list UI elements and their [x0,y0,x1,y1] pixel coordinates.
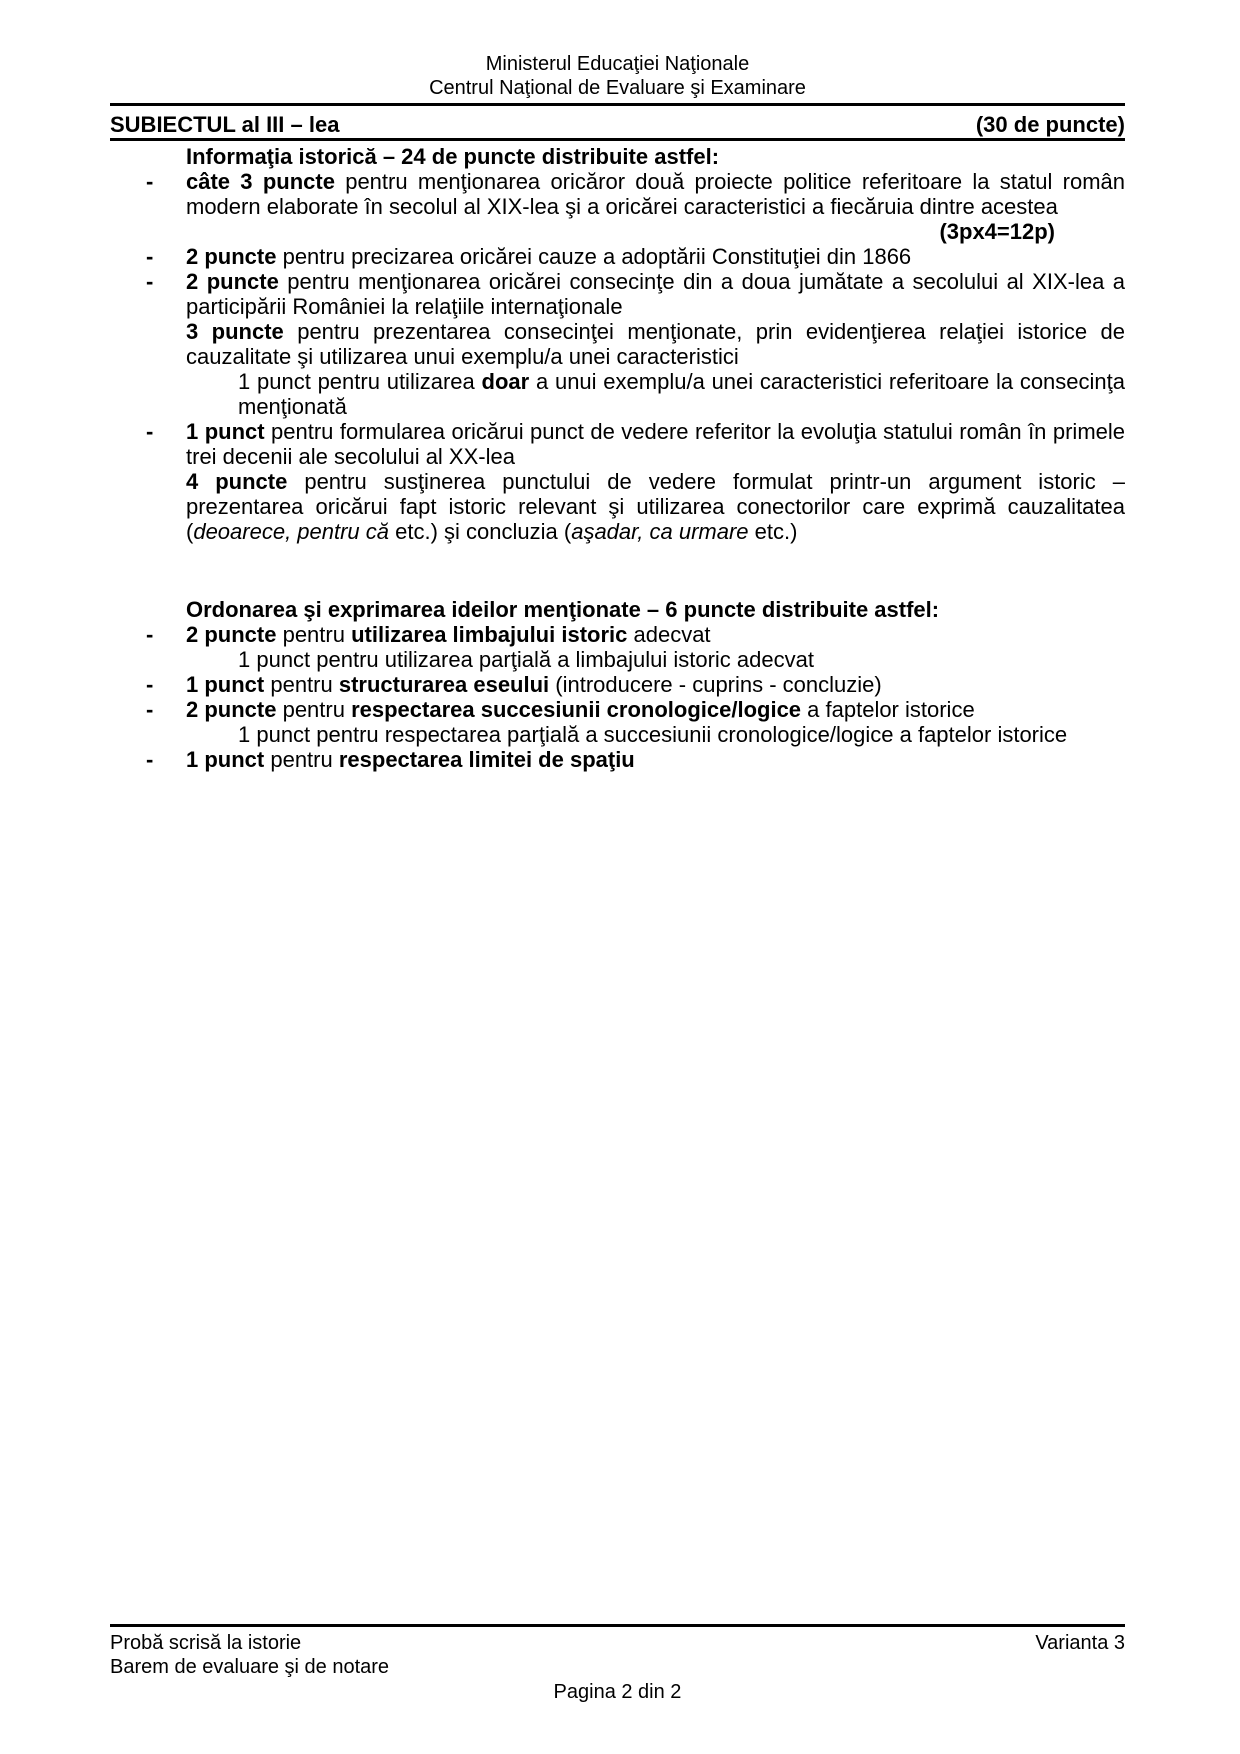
rubric-item-text: 2 puncte pentru precizarea oricărei cauze a adoptării Constituţiei din 1866 [186,244,912,269]
rubric-item-text: 3 puncte pentru prezentarea consecinţei menţionate, prin evidenţierea relaţiei istorice de cauzalitate şi utilizarea unui exemplu/a unei caracteristici [186,319,1125,369]
rubric-item-text: 1 punct pentru utilizarea parţială a limbajului istoric adecvat [238,647,814,672]
rubric-item [110,219,1125,244]
rubric-item [110,369,1125,419]
bullet-dash: - [146,622,154,647]
bullet-dash: - [146,747,154,772]
footer-row-1 [110,1631,1125,1655]
header-ministry: Ministerul Educaţiei Naţionale [485,53,750,75]
footer-barem: Barem de evaluare şi de notare [110,1656,390,1678]
rubric-sections [110,144,1125,772]
rubric-section [110,597,1125,772]
subject-points: (30 de puncte) [975,112,1125,137]
rubric-item [110,319,1125,369]
rubric-item [110,697,1125,722]
rubric-item-text: câte 3 puncte pentru menţionarea oricăror două proiecte politice referitoare la statul român modern elaborate în secolul al XIX-lea şi a oricărei caracteristici a fiecăruia dintre acestea [186,169,1125,219]
rubric-item-text: 2 puncte pentru utilizarea limbajului istoric adecvat [186,622,711,647]
bullet-dash: - [146,169,154,194]
rubric-item [110,469,1125,544]
rubric-item-text: 1 punct pentru formularea oricărui punct de vedere referitor la evoluţia statului român în primele trei decenii ale secolului al XX-lea [186,419,1125,469]
section-heading: Informaţia istorică – 24 de puncte distribuite astfel: [186,144,720,169]
footer-page-number: Pagina 2 din 2 [553,1681,682,1703]
rubric-item [110,647,1125,672]
page-footer [110,1624,1125,1704]
rubric-item-text: 2 puncte pentru menţionarea oricărei consecinţe din a doua jumătate a secolului al XIX-lea a participării României la relaţiile internaţionale [186,269,1125,319]
rubric-item-text: 1 punct pentru respectarea parţială a succesiunii cronologice/logice a faptelor istorice [238,722,1068,747]
bullet-dash: - [146,419,154,444]
rubric-item-text: 4 puncte pentru susţinerea punctului de vedere formulat printr-un argument istoric – prezentarea oricărui fapt istoric relevant şi utilizarea conectorilor care exprimă cauzalitatea (deoarece, pentru că etc.) şi concluzia (aşadar, ca urmare etc.) [186,469,1125,544]
rubric-item [110,722,1125,747]
rubric-item-text: (3px4=12p) [939,219,1055,244]
rubric-item-text: 1 punct pentru utilizarea doar a unui exemplu/a unei caracteristici referitoare la consecinţa menţionată [238,369,1125,419]
header-center: Centrul Naţional de Evaluare şi Examinare [429,77,806,99]
subject-bar [110,106,1125,141]
rubric-item-text: 1 punct pentru structurarea eseului (introducere - cuprins - concluzie) [186,672,882,697]
rubric-section [110,144,1125,544]
document-header [110,52,1125,106]
subject-title: SUBIECTUL al III – lea [110,112,340,137]
bullet-dash: - [146,244,154,269]
rubric-item-text: 2 puncte pentru respectarea succesiunii cronologice/logice a faptelor istorice [186,697,975,722]
rubric-item [110,169,1125,219]
rubric-item [110,622,1125,647]
bullet-dash: - [146,269,154,294]
rubric-item [110,269,1125,319]
section-heading: Ordonarea şi exprimarea ideilor menţionate – 6 puncte distribuite astfel: [186,597,940,622]
rubric-item [110,244,1125,269]
rubric-item-text: 1 punct pentru respectarea limitei de spaţiu [186,747,635,772]
footer-variant: Varianta 3 [1035,1632,1125,1654]
bullet-dash: - [146,697,154,722]
bullet-dash: - [146,672,154,697]
page-content [110,52,1125,772]
rubric-item [110,672,1125,697]
rubric-item [110,419,1125,469]
footer-exam-name: Probă scrisă la istorie [110,1632,302,1654]
rubric-item [110,747,1125,772]
